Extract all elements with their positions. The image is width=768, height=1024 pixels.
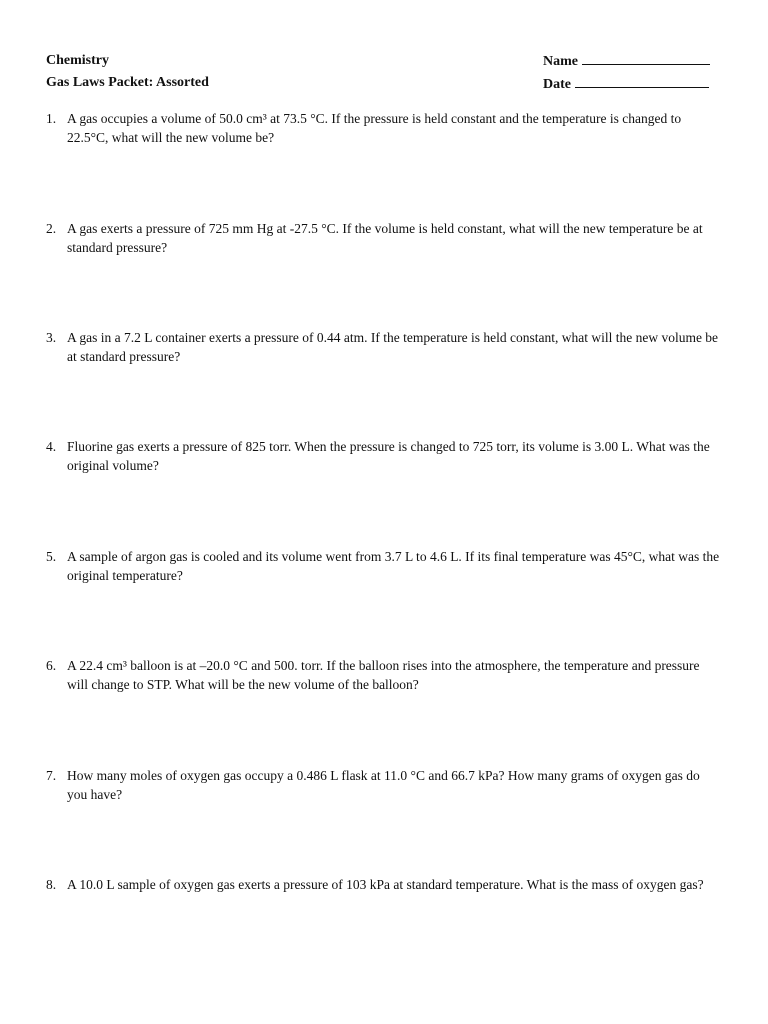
question-item — [46, 766, 726, 804]
header-right — [543, 50, 710, 96]
date-label: Date — [543, 77, 571, 92]
question-number: 3. — [46, 330, 57, 345]
date-row — [543, 73, 710, 96]
worksheet-header — [46, 50, 726, 96]
question-text: A 10.0 L sample of oxygen gas exerts a pressure of 103 kPa at standard temperature. What is the mass of oxygen gas? — [67, 877, 704, 892]
question-number: 7. — [46, 768, 57, 783]
question-item — [46, 109, 726, 147]
name-row — [543, 50, 710, 73]
question-item — [46, 547, 726, 585]
question-item — [46, 656, 726, 694]
question-text: A 22.4 cm³ balloon is at –20.0 °C and 500. torr. If the balloon rises into the atmosphere, the temperature and pressure will change to STP. What will be the new volume of the balloon? — [67, 658, 700, 692]
question-text: How many moles of oxygen gas occupy a 0.486 L flask at 11.0 °C and 66.7 kPa? How many grams of oxygen gas do you have? — [67, 768, 700, 802]
header-left — [46, 50, 209, 94]
question-number: 8. — [46, 877, 57, 892]
name-label: Name — [543, 54, 578, 69]
date-blank-line[interactable] — [575, 73, 709, 88]
subject-heading: Chemistry — [46, 53, 109, 68]
question-number: 1. — [46, 111, 57, 126]
question-text: Fluorine gas exerts a pressure of 825 torr. When the pressure is changed to 725 torr, its volume is 3.00 L. What was the original volume? — [67, 439, 710, 473]
question-text: A gas occupies a volume of 50.0 cm³ at 73.5 °C. If the pressure is held constant and the temperature is changed to 22.5°C, what will the new volume be? — [67, 111, 682, 145]
question-number: 2. — [46, 221, 57, 236]
question-item — [46, 219, 726, 257]
name-blank-line[interactable] — [582, 50, 710, 65]
question-text: A gas in a 7.2 L container exerts a pressure of 0.44 atm. If the temperature is held constant, what will the new volume be at standard pressure? — [67, 330, 719, 364]
question-number: 6. — [46, 658, 57, 673]
question-item — [46, 875, 726, 894]
question-number: 4. — [46, 439, 57, 454]
question-text: A gas exerts a pressure of 725 mm Hg at -27.5 °C. If the volume is held constant, what will the new temperature be at standard pressure? — [67, 221, 703, 255]
question-number: 5. — [46, 549, 57, 564]
question-item — [46, 328, 726, 366]
packet-title: Gas Laws Packet: Assorted — [46, 75, 209, 90]
question-item — [46, 437, 726, 475]
question-text: A sample of argon gas is cooled and its volume went from 3.7 L to 4.6 L. If its final temperature was 45°C, what was the original temperature? — [67, 549, 720, 583]
